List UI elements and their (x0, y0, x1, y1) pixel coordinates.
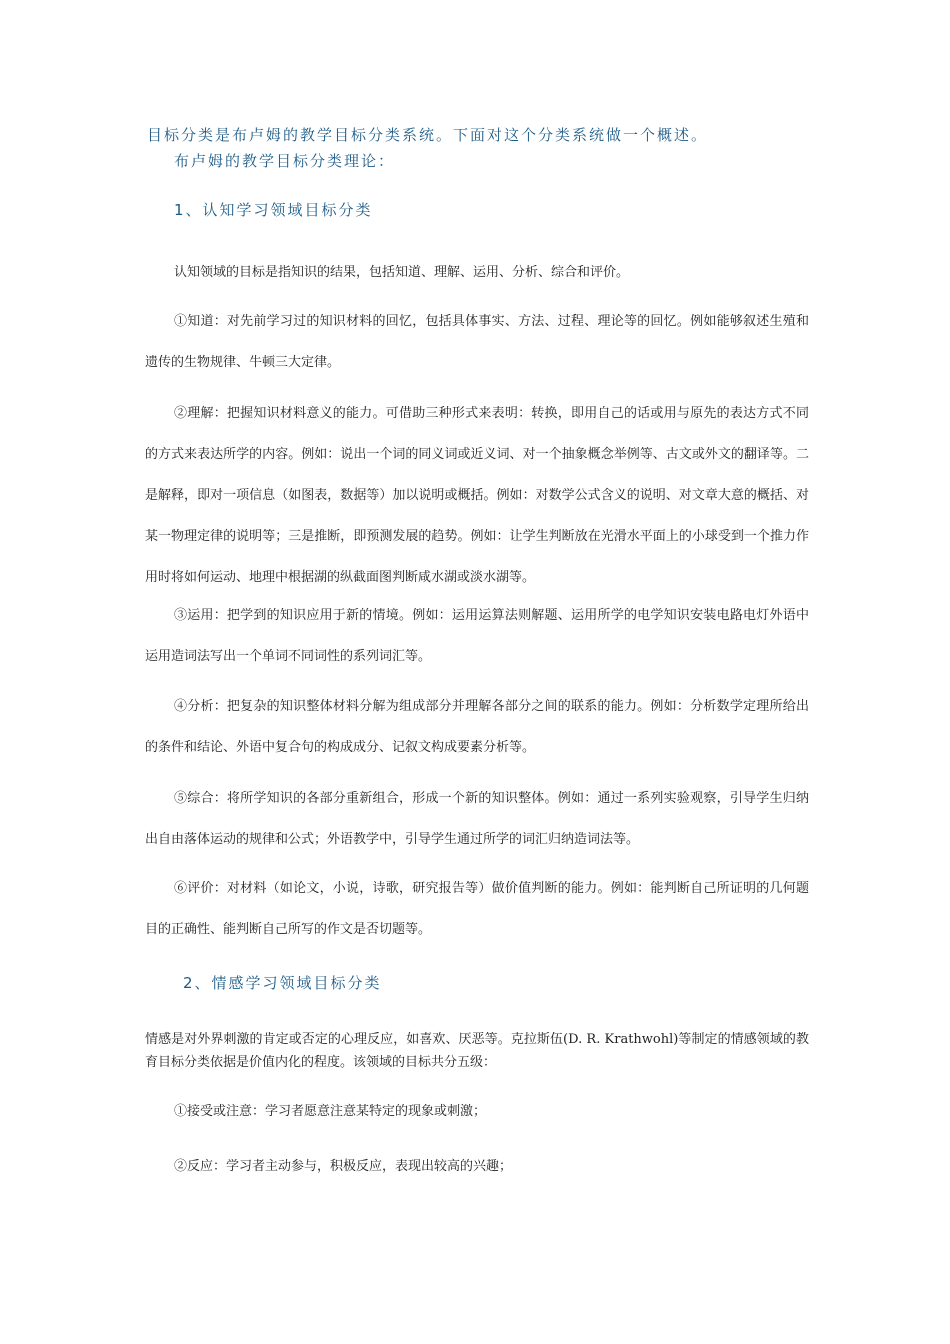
cognitive-item-knowledge: ①知道：对先前学习过的知识材料的回忆，包括具体事实、方法、过程、理论等的回忆。例如能够叙述生殖和遗传的生物规律、牛顿三大定律。 (145, 314, 809, 370)
affective-item-responding: ②反应：学习者主动参与，积极反应，表现出较高的兴趣； (174, 1159, 513, 1174)
section-2-heading: 2、情感学习领域目标分类 (183, 974, 382, 992)
section-2-intro: 情感是对外界刺激的肯定或否定的心理反应，如喜欢、厌恶等。克拉斯伍(D. R. Krathwohl)等制定的情感领域的教育目标分类依据是价值内化的程度。该领域的目标共分五级： (145, 1032, 809, 1070)
section-1-intro: 认知领域的目标是指知识的结果，包括知道、理解、运用、分析、综合和评价。 (174, 265, 630, 280)
cognitive-item-application: ③运用：把学到的知识应用于新的情境。例如：运用运算法则解题、运用所学的电学知识安装电路电灯外语中运用造词法写出一个单词不同词性的系列词汇等。 (145, 608, 809, 664)
intro-line-2: 布卢姆的教学目标分类理论： (174, 152, 396, 170)
cognitive-item-synthesis: ⑤综合：将所学知识的各部分重新组合，形成一个新的知识整体。例如：通过一系列实验观察，引导学生归纳出自由落体运动的规律和公式；外语教学中，引导学生通过所学的词汇归纳造词法等。 (145, 791, 809, 847)
cognitive-item-analysis: ④分析：把复杂的知识整体材料分解为组成部分并理解各部分之间的联系的能力。例如：分析数学定理所给出的条件和结论、外语中复合句的构成成分、记叙文构成要素分析等。 (145, 699, 809, 755)
affective-item-receiving: ①接受或注意：学习者愿意注意某特定的现象或刺激； (174, 1104, 487, 1119)
cognitive-item-evaluation: ⑥评价：对材料（如论文，小说，诗歌，研究报告等）做价值判断的能力。例如：能判断自己所证明的几何题目的正确性、能判断自己所写的作文是否切题等。 (145, 881, 809, 937)
section-1-heading: 1、认知学习领域目标分类 (174, 201, 373, 219)
intro-line-1: 目标分类是布卢姆的教学目标分类系统。下面对这个分类系统做一个概述。 (147, 126, 709, 144)
cognitive-item-comprehension: ②理解：把握知识材料意义的能力。可借助三种形式来表明：转换，即用自己的话或用与原先的表达方式不同的方式来表达所学的内容。例如：说出一个词的同义词或近义词、对一个抽象概念举例等、古文或外文的翻译等。二是解释，即对一项信息（如图表，数据等）加以说明或概括。例如：对数学公式含义的说明、对文章大意的概括、对某一物理定律的说明等；三是推断，即预测发展的趋势。例如：让学生判断放在光滑水平面上的小球受到一个推力作用时将如何运动、地理中根据湖的纵截面图判断咸水湖或淡水湖等。 (145, 406, 809, 585)
